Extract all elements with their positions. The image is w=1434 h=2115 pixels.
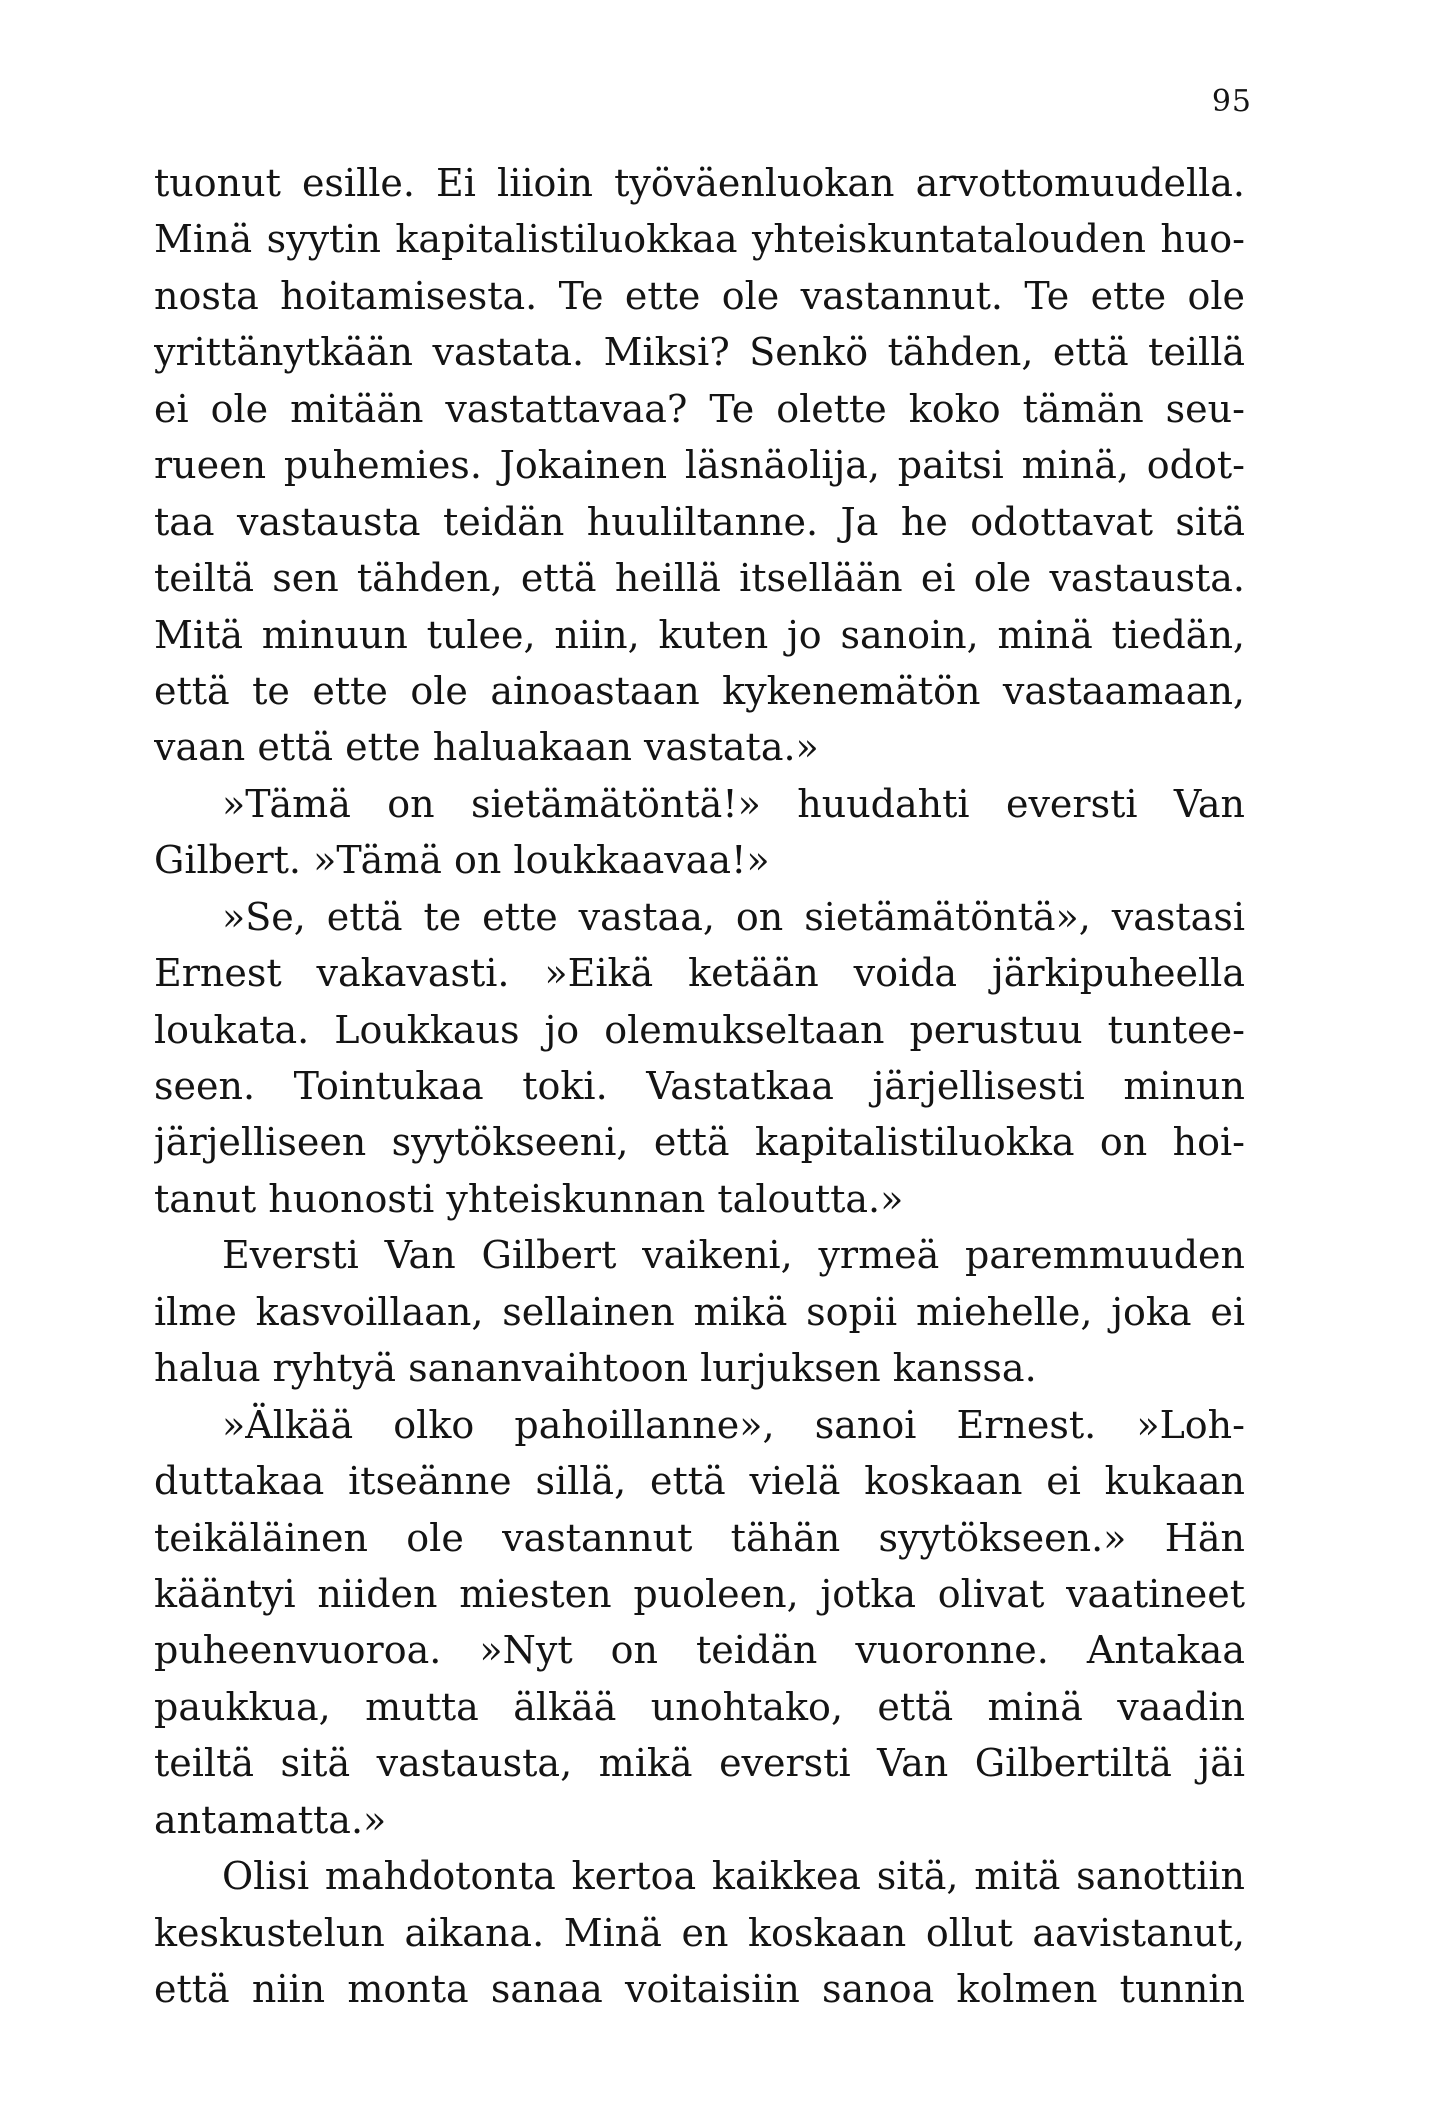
- text-line: Minä syytin kapitalistiluokkaa yhteiskuntatalouden huo-: [154, 217, 1245, 262]
- text-line: nosta hoitamisesta. Te ette ole vastannut. Te ette ole: [154, 273, 1245, 318]
- text-line: järjelliseen syytökseeni, että kapitalistiluokka on hoi-: [154, 1120, 1245, 1165]
- text-line: tuonut esille. Ei liioin työväenluokan arvottomuudella.: [154, 161, 1245, 205]
- text-line: halua ryhtyä sananvaihtoon lurjuksen kanssa.: [154, 1346, 1037, 1391]
- text-line: duttakaa itseänne sillä, että vielä koskaan ei kukaan: [154, 1459, 1245, 1504]
- text-line: »Tämä on sietämätöntä!» huudahti eversti Van: [222, 781, 1245, 826]
- text-line: keskustelun aikana. Minä en koskaan ollut aavistanut,: [154, 1910, 1245, 1955]
- text-line: tanut huonosti yhteiskunnan taloutta.»: [154, 1176, 904, 1221]
- text-line: »Se, että te ette vastaa, on sietämätöntä», vastasi: [222, 894, 1245, 939]
- text-line: ei ole mitään vastattavaa? Te olette koko tämän seu-: [154, 386, 1245, 431]
- text-line: Mitä minuun tulee, niin, kuten jo sanoin, minä tiedän,: [154, 612, 1245, 657]
- text-line: seen. Tointukaa toki. Vastatkaa järjellisesti minun: [154, 1064, 1245, 1108]
- text-line: loukata. Loukkaus jo olemukseltaan perustuu tuntee-: [154, 1007, 1245, 1052]
- text-line: Ernest vakavasti. »Eikä ketään voida järkipuheella: [154, 951, 1245, 996]
- text-line: Eversti Van Gilbert vaikeni, yrmeä paremmuuden: [222, 1233, 1245, 1278]
- text-line: taa vastausta teidän huuliltanne. Ja he odottavat sitä: [154, 499, 1245, 544]
- text-line: Olisi mahdotonta kertoa kaikkea sitä, mitä sanottiin: [222, 1854, 1245, 1899]
- text-line: Gilbert. »Tämä on loukkaavaa!»: [154, 838, 770, 883]
- text-line: antamatta.»: [154, 1797, 387, 1842]
- text-line: ilme kasvoillaan, sellainen mikä sopii miehelle, joka ei: [154, 1289, 1245, 1334]
- text-line: rueen puhemies. Jokainen läsnäolija, paitsi minä, odot-: [154, 443, 1245, 488]
- text-line: paukkua, mutta älkää unohtako, että minä vaadin: [154, 1684, 1245, 1729]
- text-line: että niin monta sanaa voitaisiin sanoa kolmen tunnin: [154, 1967, 1245, 2011]
- text-line: puheenvuoroa. »Nyt on teidän vuoronne. Antakaa: [154, 1628, 1245, 1673]
- text-line: kääntyi niiden miesten puoleen, jotka olivat vaatineet: [154, 1571, 1245, 1616]
- text-line: teiltä sitä vastausta, mikä eversti Van Gilbertiltä jäi: [154, 1741, 1245, 1786]
- text-line: että te ette ole ainoastaan kykenemätön vastaamaan,: [154, 668, 1245, 713]
- text-line: teiltä sen tähden, että heillä itsellään ei ole vastausta.: [154, 556, 1245, 601]
- page-number: 95: [1211, 84, 1252, 119]
- text-line: teikäläinen ole vastannut tähän syytökseen.» Hän: [154, 1515, 1245, 1560]
- text-line: vaan että ette haluakaan vastata.»: [154, 725, 819, 770]
- text-line: yrittänytkään vastata. Miksi? Senkö tähden, että teillä: [154, 330, 1245, 375]
- text-line: »Älkää olko pahoillanne», sanoi Ernest. »Loh-: [222, 1402, 1245, 1447]
- body-text: [154, 155, 1245, 2017]
